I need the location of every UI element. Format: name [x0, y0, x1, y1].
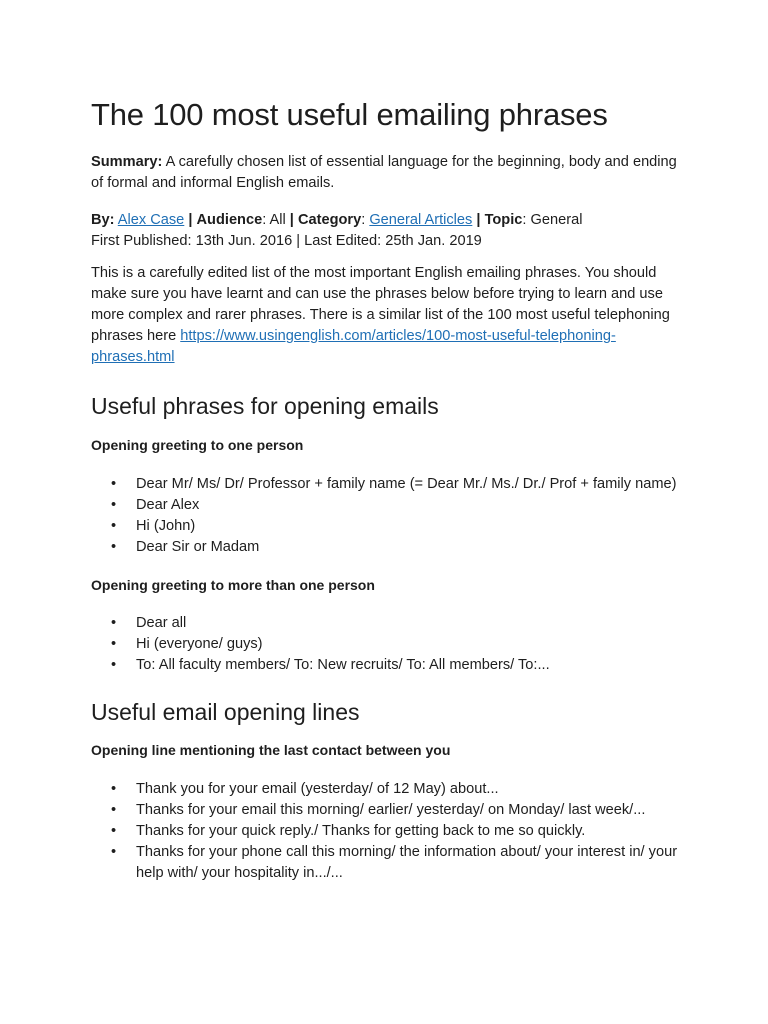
summary: Summary: A carefully chosen list of essential language for the beginning, body and ending of formal and informal English emails. [91, 154, 677, 191]
meta-line-2: First Published: 13th Jun. 2016 | Last Edited: 25th Jan. 2019 [91, 233, 482, 249]
bullet-icon: • [111, 636, 117, 652]
list-item: • Dear Alex [91, 495, 691, 516]
greeting-more-than-one-list [91, 613, 691, 676]
bullet-icon: • [111, 539, 117, 555]
subheading-greeting-more-than-one: Opening greeting to more than one person [91, 577, 375, 593]
summary-label: Summary [91, 154, 158, 170]
by-label: By [91, 212, 110, 228]
section-heading-opening-lines: Useful email opening lines [91, 699, 360, 725]
list-item: • Thanks for your quick reply./ Thanks for getting back to me so quickly. [91, 821, 691, 842]
meta-line-1: By: Alex Case | Audience: All | Category: General Articles | Topic: General [91, 212, 583, 228]
topic-value: General [530, 212, 583, 228]
list-item: • Hi (John) [91, 516, 691, 537]
bullet-icon: • [111, 518, 117, 534]
subheading-greeting-one-person: Opening greeting to one person [91, 437, 304, 453]
bullet-icon: • [111, 802, 117, 818]
bullet-icon: • [111, 497, 117, 513]
byline [91, 210, 691, 252]
last-contact-list [91, 779, 691, 884]
bullet-icon: • [111, 615, 117, 631]
bullet-icon: • [111, 657, 117, 673]
telephoning-phrases-link[interactable]: https://www.usingenglish.com/articles/100-most-useful-telephoning-phrases.html [91, 328, 616, 365]
category-link[interactable]: General Articles [369, 212, 473, 228]
topic-label: Topic [484, 212, 523, 228]
article-content [91, 95, 691, 884]
list-item: • Thanks for your phone call this morning/ the information about/ your interest in/ your help with/ your hospitality in.../... [111, 844, 678, 881]
bullet-icon: • [111, 844, 117, 860]
summary-text: A carefully chosen list of essential language for the beginning, body and ending of formal and informal English emails. [91, 154, 677, 191]
audience-label: Audience [196, 212, 263, 228]
category-label: Category [297, 212, 362, 228]
list-item: • To: All faculty members/ To: New recruits/ To: All members/ To:... [91, 655, 691, 676]
subheading-last-contact: Opening line mentioning the last contact between you [91, 742, 451, 758]
last-edited: Last Edited: 25th Jan. 2019 [304, 233, 482, 249]
list-item: • Dear Mr/ Ms/ Dr/ Professor + family name (= Dear Mr./ Ms./ Dr./ Prof + family name) [91, 474, 691, 495]
audience-value: All [269, 212, 286, 228]
page-title: The 100 most useful emailing phrases [91, 97, 608, 132]
bullet-icon: • [111, 476, 117, 492]
list-item: • Dear Sir or Madam [91, 537, 691, 558]
bullet-icon: • [111, 781, 117, 797]
intro-paragraph [91, 263, 691, 368]
section-heading-opening-emails: Useful phrases for opening emails [91, 393, 439, 419]
author-link[interactable]: Alex Case [117, 212, 185, 228]
first-published: First Published: 13th Jun. 2016 [91, 233, 293, 249]
greeting-one-person-list [91, 474, 691, 558]
list-item: • Thank you for your email (yesterday/ of 12 May) about... [91, 779, 691, 800]
intro-text: This is a carefully edited list of the most important English emailing phrases. You should make sure you have learnt and can use the phrases below before trying to learn and use more complex and rarer phrases. There is a similar list of the 100 most useful telephoning phrases here [91, 265, 670, 344]
list-item: • Thanks for your email this morning/ earlier/ yesterday/ on Monday/ last week/... [91, 800, 691, 821]
bullet-icon: • [111, 823, 117, 839]
list-item: • Hi (everyone/ guys) [91, 634, 691, 655]
list-item: • Dear all [91, 613, 691, 634]
